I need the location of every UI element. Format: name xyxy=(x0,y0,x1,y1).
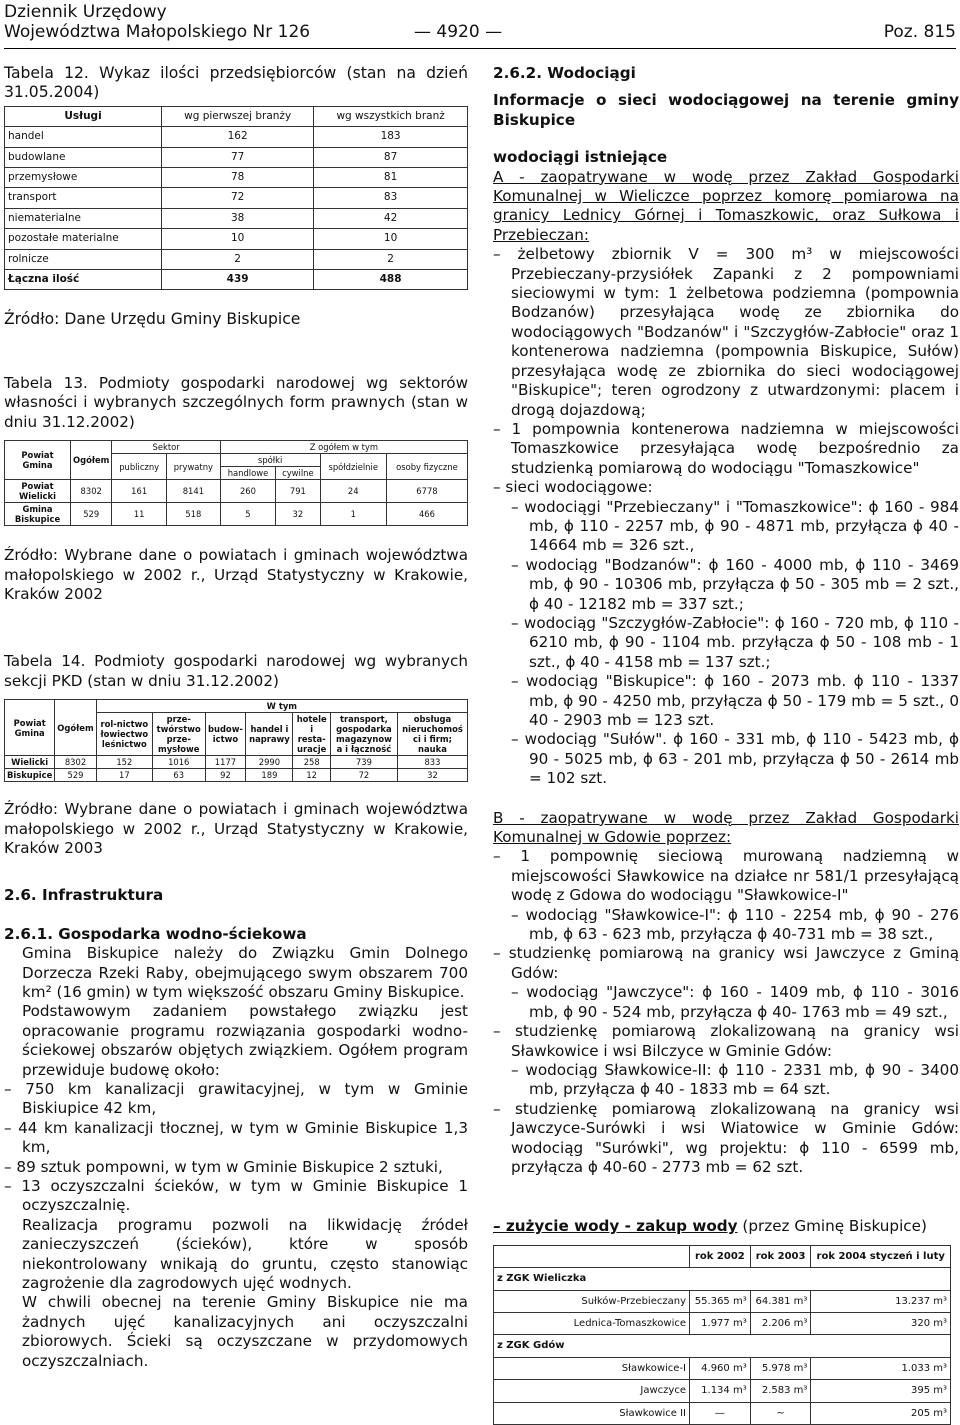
usage-heading-rest: (przez Gminę Biskupice) xyxy=(737,1217,927,1236)
supply-a-list xyxy=(493,245,959,497)
table-header: prze-twórstwo prze-mysłowe xyxy=(152,713,205,756)
table12-source: Źródło: Dane Urzędu Gminy Biskupice xyxy=(4,310,301,329)
list-item: – wodociąg "Biskupice": ϕ 160 - 2073 mb. ϕ 110 - 1337 mb, ϕ 90 - 4250 mb, przyłącza ϕ 50 - 179 mb = 5 szt., 0 40 - 2903 mb = 123 szt. xyxy=(511,672,959,729)
table-cell: 189 xyxy=(246,769,293,782)
table-cell: 488 xyxy=(314,270,468,290)
table-cell: 63 xyxy=(152,769,205,782)
voivodeship-title: Województwa Małopolskiego Nr 126 xyxy=(4,22,311,42)
supply-a-networks xyxy=(493,498,959,789)
table-cell: transport xyxy=(5,188,162,208)
table-header: Powiat Gmina xyxy=(5,700,55,756)
table-cell: Biskupice xyxy=(5,769,55,782)
info-heading: Informacje o sieci wodociągowej na terenie gminy Biskupice xyxy=(493,91,959,129)
usage-heading-main: – zużycie wody - zakup wody xyxy=(493,1217,738,1236)
table-cell: 2.583 m³ xyxy=(750,1380,811,1402)
supply-b-subitem: – wodociąg Sławkowice-II: ϕ 110 - 2331 mb, ϕ 90 - 3400 mb, przyłącza ϕ 40 - 1833 mb = 64 szt. xyxy=(511,1060,959,1099)
table-cell: Sławkowice-I xyxy=(494,1357,690,1379)
table-header: Usługi xyxy=(5,106,162,126)
table-cell: — xyxy=(690,1402,751,1424)
list-item: – 1 pompownia kontenerowa nadziemna w miejscowości Tomaszkowice przesyłająca wodę bezpośrednio za studzienką pomiarową do wodociągu "Tomaszkowice" xyxy=(493,419,959,477)
table-row xyxy=(494,1357,951,1379)
supply-b-intro: B - zaopatrywane w wodę przez Zakład Gospodarki Komunalnej w Gdowie poprzez: xyxy=(493,808,959,847)
table-cell: ~ xyxy=(750,1402,811,1424)
table-cell: pozostałe materialne xyxy=(5,229,162,249)
group-label: z ZGK Wieliczka xyxy=(494,1268,951,1290)
paragraph: Gmina Biskupice należy do Związku Gmin Dolnego Dorzecza Rzeki Raby, obejmującego swym obszarem 700 km² (16 gmin) w tym większość obszaru Gminy Biskupice. xyxy=(22,944,468,1001)
list-item: – sieci wodociągowe: xyxy=(493,478,653,497)
table-cell: 32 xyxy=(397,769,467,782)
table-header: prywatny xyxy=(166,454,220,480)
table-cell: 77 xyxy=(162,147,314,167)
table-cell: rolnicze xyxy=(5,249,162,269)
table-cell: 4.960 m³ xyxy=(690,1357,751,1379)
table-cell: 81 xyxy=(314,168,468,188)
table-cell: 24 xyxy=(320,480,386,503)
table-row xyxy=(5,480,468,503)
table-row xyxy=(5,769,468,782)
supply-b-subitem: – wodociąg "Sławkowice-I": ϕ 110 - 2254 mb, ϕ 90 - 276 mb, ϕ 63 - 623 mb, przyłącza ϕ 40-731 mb = 38 szt., xyxy=(511,905,959,944)
table-header: osoby fizyczne xyxy=(386,454,467,480)
table12-caption: Tabela 12. Wykaz ilości przedsiębiorców (stan na dzień 31.05.2004) xyxy=(4,64,468,102)
table-cell: 205 m³ xyxy=(811,1402,951,1424)
supply-b-item: – studzienkę pomiarową na granicy wsi Jawczyce z Gminą Gdów: xyxy=(493,944,959,982)
paragraph: Realizacja programu pozwoli na likwidację źródeł zanieczyszczeń (ścieków), które w sposób niekontrolowany wnikają do gruntu, często stanowiąc zagrożenie dla zagrodowych ujęć wodnych. xyxy=(22,1215,468,1293)
table-cell: przemysłowe xyxy=(5,168,162,188)
table-cell: 2 xyxy=(162,249,314,269)
water-usage-table xyxy=(493,1245,951,1425)
table-row xyxy=(494,1402,951,1424)
position-number: Poz. 815 xyxy=(883,22,956,42)
table-header: spółdzielnie xyxy=(320,454,386,480)
table-row xyxy=(5,249,468,269)
table-header: obsługa nieruchomoś ci i firm; nauka xyxy=(397,713,467,756)
table-cell: 1.033 m³ xyxy=(811,1357,951,1379)
table-cell: Powiat Wielicki xyxy=(5,480,71,503)
table-cell: 12 xyxy=(293,769,330,782)
table-cell: 32 xyxy=(276,503,320,526)
table-cell: 833 xyxy=(397,756,467,769)
table-cell: 1.977 m³ xyxy=(690,1312,751,1334)
table-cell: 5.978 m³ xyxy=(750,1357,811,1379)
table-cell: 8302 xyxy=(55,756,96,769)
table-row xyxy=(494,1380,951,1402)
table12 xyxy=(4,106,468,291)
table12-body xyxy=(5,127,468,290)
table13 xyxy=(4,440,468,526)
right-column xyxy=(493,64,959,1425)
table-cell: 8302 xyxy=(71,480,112,503)
table-row xyxy=(5,229,468,249)
table-header: cywilne xyxy=(276,467,320,480)
table-header: Z ogółem w tym xyxy=(220,441,467,454)
table-cell: 6778 xyxy=(386,480,467,503)
table-cell: handel xyxy=(5,127,162,147)
table-cell: 2990 xyxy=(246,756,293,769)
table-row xyxy=(5,503,468,526)
table-cell: Łączna ilość xyxy=(5,270,162,290)
usage-group-wieliczka xyxy=(494,1290,951,1335)
table-row xyxy=(5,127,468,147)
page-number: — 4920 — xyxy=(414,22,503,42)
table-row xyxy=(5,208,468,228)
table-cell: 10 xyxy=(314,229,468,249)
table14 xyxy=(4,699,468,782)
table-cell: 466 xyxy=(386,503,467,526)
table-cell: 72 xyxy=(162,188,314,208)
table-header: Ogółem xyxy=(71,441,112,480)
table-header: handlowe xyxy=(220,467,275,480)
table-cell: 1016 xyxy=(152,756,205,769)
program-list xyxy=(4,1080,468,1216)
list-item: – wodociąg "Bodzanów": ϕ 160 - 4000 mb, ϕ 110 - 3469 mb, ϕ 90 - 10306 mb, przyłącza ϕ 50 - 305 mb = 2 szt., ϕ 40 - 12182 mb = 337 szt.; xyxy=(511,555,959,613)
table-cell: 1 xyxy=(320,503,386,526)
table14-source: Źródło: Wybrane dane o powiatach i gminach województwa małopolskiego w 2002 r., Urząd Statystyczny w Krakowie, Kraków 2003 xyxy=(4,800,468,857)
table-cell: 42 xyxy=(314,208,468,228)
list-item: – wodociąg "Szczygłów-Zabłocie": ϕ 160 - 720 mb, ϕ 110 - 6210 mb, ϕ 90 - 1104 mb. przyłącza ϕ 50 - 108 mb - 1 szt., ϕ 40 - 4158 mb = 137 szt.; xyxy=(511,613,959,671)
table-cell: 1177 xyxy=(205,756,246,769)
paragraph: W chwili obecnej na terenie Gminy Biskupice nie ma żadnych ujęć kanalizacyjnych ani oczyszczalni zbiorowych. Ścieki są oczyszczane w przydomowych oczyszczalniach. xyxy=(22,1293,468,1370)
table-cell: 10 xyxy=(162,229,314,249)
list-item: – 13 oczyszczalni ścieków, w tym w Gminie Biskupice 1 oczyszczalnię. xyxy=(4,1177,468,1215)
table-cell: 320 m³ xyxy=(811,1312,951,1334)
table-cell: 2.206 m³ xyxy=(750,1312,811,1334)
table-header: rok 2004 styczeń i luty xyxy=(811,1245,951,1267)
table-cell: 791 xyxy=(276,480,320,503)
page-header xyxy=(4,2,956,44)
table-cell: 529 xyxy=(71,503,112,526)
table-cell: budowlane xyxy=(5,147,162,167)
table-cell: 258 xyxy=(293,756,330,769)
table-row xyxy=(494,1312,951,1334)
table-row xyxy=(494,1290,951,1312)
table-row xyxy=(5,756,468,769)
table-header: wg wszystkich branż xyxy=(314,106,468,126)
table-cell: Jawczyce xyxy=(494,1380,690,1402)
subsection-heading: 2.6.1. Gospodarka wodno-ściekowa xyxy=(4,924,307,943)
supply-b-subitem: – wodociąg "Jawczyce": ϕ 160 - 1409 mb, ϕ 110 - 3016 mb, ϕ 90 - 524 mb, przyłącza ϕ 40- 1763 mb = 49 szt., xyxy=(511,983,959,1021)
list-item: – 89 sztuk pompowni, w tym w Gminie Biskupice 2 sztuki, xyxy=(4,1157,443,1176)
table-cell: 64.381 m³ xyxy=(750,1290,811,1312)
table-header: Powiat Gmina xyxy=(5,441,71,480)
table-cell: Sułków-Przebieczany xyxy=(494,1290,690,1312)
left-column xyxy=(4,64,468,1371)
table-cell: Wielicki xyxy=(5,756,55,769)
section-heading: 2.6. Infrastruktura xyxy=(4,886,164,905)
table-cell: niematerialne xyxy=(5,208,162,228)
table-cell: 518 xyxy=(166,503,220,526)
table-header: transport, gospodarka magazynow a i łączność xyxy=(330,713,397,756)
list-item: – wodociąg "Sułów". ϕ 160 - 331 mb, ϕ 110 - 5423 mb, ϕ 90 - 5025 mb, ϕ 63 - 201 mb, przyłącza ϕ 50 - 2614 mb = 102 szt. xyxy=(511,730,959,788)
table-header: rol-nictwo łowiectwo leśnictwo xyxy=(96,713,152,756)
table-header: rok 2002 xyxy=(690,1245,751,1267)
table-header xyxy=(494,1245,690,1267)
table-cell: 72 xyxy=(330,769,397,782)
table-header: Ogółem xyxy=(55,700,96,756)
table-cell: 183 xyxy=(314,127,468,147)
usage-group-gdow xyxy=(494,1357,951,1424)
supply-b-item: – 1 pompownię sieciową murowaną nadziemną w miejscowości Sławkowice na działce nr 581/1 przesyłającą wodę z Gdowa do wodociągu "Sławkowice-I" xyxy=(493,847,959,905)
table-cell: 395 m³ xyxy=(811,1380,951,1402)
table-cell: 11 xyxy=(112,503,167,526)
table-cell: 13.237 m³ xyxy=(811,1290,951,1312)
table14-body xyxy=(5,756,468,782)
list-item: – 750 km kanalizacji grawitacyjnej, w tym w Gminie Biskiupice 42 km, xyxy=(4,1080,468,1118)
table-header: spółki xyxy=(220,454,320,467)
table-row xyxy=(5,188,468,208)
table-cell: 439 xyxy=(162,270,314,290)
table13-body xyxy=(5,480,468,526)
table-cell: 260 xyxy=(220,480,275,503)
table-cell: Lednica-Tomaszkowice xyxy=(494,1312,690,1334)
table-header: Sektor xyxy=(112,441,220,454)
table-cell: 161 xyxy=(112,480,167,503)
list-item: – żelbetowy zbiornik V = 300 m³ w miejscowości Przebieczany-przysiółek Zapanki z 2 pompowniami sieciowymi w tym: 1 żelbetowa podziemna (pompownia Bodzanów) przesyłająca wodę ze zbiornika do wodociągowych "Bodzanów" i "Szczygłów-Zabłocie" oraz 1 kontenerowa nadziemna (pompownia Biskupice, Sułów) przesyłająca wodę ze zbiornika do sieci wodociągowej "Biskupice"; teren ogrodzony z utwardzonymi: placem i drogą dojazdową; xyxy=(493,245,959,419)
existing-heading: wodociągi istniejące xyxy=(493,148,668,167)
table-header: handel i naprawy xyxy=(246,713,293,756)
table-cell: 17 xyxy=(96,769,152,782)
table-cell: 8141 xyxy=(166,480,220,503)
paragraph: Podstawowym zadaniem powstałego związku jest opracowanie programu rozwiązania gospodarki wodno-ściekowej obszarów objętych związkiem. Ogółem program przewiduje budowę około: xyxy=(22,1002,468,1079)
table-cell: 78 xyxy=(162,168,314,188)
table-row xyxy=(5,147,468,167)
table-cell: 2 xyxy=(314,249,468,269)
supply-a-intro: A - zaopatrywane w wodę przez Zakład Gospodarki Komunalnej w Wieliczce poprzez komorę pomiarowa na granicy Lednicy Górnej i Tomaszkowic, oraz Sułkowa i Przebieczan: xyxy=(493,167,959,244)
table-cell: 1.134 m³ xyxy=(690,1380,751,1402)
table-cell: 92 xyxy=(205,769,246,782)
table-cell: 38 xyxy=(162,208,314,228)
table-cell: 152 xyxy=(96,756,152,769)
list-item: – 44 km kanalizacji tłocznej, w tym w Gminie Biskupice 1,3 km, xyxy=(4,1118,468,1157)
table13-source: Źródło: Wybrane dane o powiatach i gminach województwa małopolskiego w 2002 r., Urząd Statystyczny w Krakowie, Kraków 2002 xyxy=(4,546,468,603)
table-cell: 83 xyxy=(314,188,468,208)
list-item: – wodociągi "Przebieczany" i "Tomaszkowice": ϕ 160 - 984 mb, ϕ 110 - 2257 mb, ϕ 90 - 4871 mb, przyłącza ϕ 40 - 14664 mb = 326 szt., xyxy=(511,497,959,555)
table13-caption: Tabela 13. Podmioty gospodarki narodowej wg sektorów własności i wybranych szczególnych form prawnych (stan w dniu 31.12.2002) xyxy=(4,373,468,431)
table-header: wg pierwszej branży xyxy=(162,106,314,126)
table-header-row xyxy=(5,106,468,126)
usage-heading xyxy=(493,1217,959,1236)
table-header: publiczny xyxy=(112,454,167,480)
table-cell: Gmina Biskupice xyxy=(5,503,71,526)
table-cell: 55.365 m³ xyxy=(690,1290,751,1312)
table-header: W tym xyxy=(96,700,467,713)
table-cell: 87 xyxy=(314,147,468,167)
supply-b-item: – studzienkę pomiarową zlokalizowaną na granicy wsi Jawczyce-Surówki i wsi Wiatowice w Gminie Gdów: wodociąg "Surówki", wg projektu: ϕ 110 - 6599 mb, przyłącza ϕ 40-60 - 2773 mb = 62 szt. xyxy=(493,1099,959,1176)
table-cell: 529 xyxy=(55,769,96,782)
supply-b-item: – studzienkę pomiarową zlokalizowaną na granicy wsi Sławkowice i wsi Bilczyce w Gminie Gdów: xyxy=(493,1022,959,1060)
section-heading: 2.6.2. Wodociągi xyxy=(493,64,636,82)
table-cell: 739 xyxy=(330,756,397,769)
table-row xyxy=(5,270,468,290)
table-cell: Sławkowice II xyxy=(494,1402,690,1424)
table-header: rok 2003 xyxy=(750,1245,811,1267)
header-divider xyxy=(4,48,956,49)
group-label: z ZGK Gdów xyxy=(494,1335,951,1357)
table-header: budow-ictwo xyxy=(205,713,246,756)
table14-caption: Tabela 14. Podmioty gospodarki narodowej wg wybranych sekcji PKD (stan w dniu 31.12.2002) xyxy=(4,652,468,690)
table-header: hotele i resta-uracje xyxy=(293,713,330,756)
journal-title: Dziennik Urzędowy xyxy=(4,2,167,22)
table-row xyxy=(5,168,468,188)
table-cell: 5 xyxy=(220,503,275,526)
table-cell: 162 xyxy=(162,127,314,147)
